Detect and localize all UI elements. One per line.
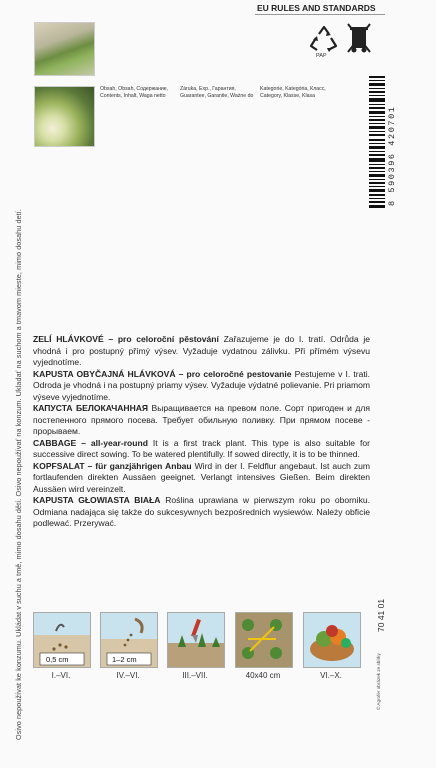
paragraph-ru: КАПУСТА БЕЛОКАЧАННАЯ Выращивается на превом поле. Сорт пригоден и для постепенного прямого посева. Требует обильную поливку. При прямом посеве - прорываем.: [33, 403, 370, 436]
side-warning-text: Osivo nepoužívat ke konzumu. Ukládat v suchu a tmě, mimo dosahu dětí. Osivo nepoužívať na konzum. Ukladať na suchom a tmavom mieste, mimo dosahu detí.: [14, 209, 23, 740]
info-category: Kategorie, Kategória, Класс, Category, Klasse, Klasa: [260, 86, 326, 99]
paragraph-pl: KAPUSTA GŁOWIASTA BIAŁA Roślina uprawiana w pierwszym roku po oborniku. Odmiana nadająca się także do sukcesywnych bezpośrednich wysiewów. Należy obficie podlewać. Przerywać.: [33, 495, 370, 528]
brand-credit: © Agrofer obrázek ze sbírky: [376, 653, 381, 710]
product-code: 70 41 01: [376, 598, 386, 632]
sowing-depth-measure: 0,5 cm: [46, 655, 69, 664]
barcode-number: 8 590396 420701: [387, 105, 397, 206]
eu-standards-label: EU RULES AND STANDARDS: [257, 3, 376, 13]
trash-bin-icon: [345, 22, 373, 54]
paragraph-cz: ZELÍ HLÁVKOVÉ – pro celoroční pěstování Zařazujeme je do I. tratí. Odrůda je vhodná i pro postupný přímý výsev. Vyžaduje vydatnou zálivku. Při přímém výsevu vyjednotíme.: [33, 334, 370, 367]
paragraph-en: CABBAGE – all-year-round It is a first track plant. This type is also suitable for successive direct sowing. To be watered plentifully. If sowed directly, it is to be thinned.: [33, 437, 370, 459]
cabbage-cut-photo: [34, 86, 95, 147]
spacing-label: 40x40 cm: [245, 671, 281, 680]
barcode: [369, 76, 385, 208]
planting-period-label: III.–VII.: [182, 671, 208, 680]
info-contents: Obsah, Obsah, Содержание, Contents, Inhalt, Waga netto: [100, 86, 169, 99]
plant-spacing-icon: [235, 612, 293, 668]
sowing-period2-label: IV.–VI.: [116, 671, 140, 680]
pap-label: PAP: [316, 53, 327, 59]
description-text: [33, 334, 370, 530]
harvest-period-label: VI.–X.: [320, 671, 342, 680]
seed-spacing-measure: 1–2 cm: [112, 655, 137, 664]
paragraph-de: KOPFSALAT – für ganzjährigen Anbau Wird in der I. Feldflur angebaut. Ist auch zum fortlaufenden direkten Aussäen geeignet. Verlangt intensives Gießen. Beim direkten Aussäen wird vereinzelt.: [33, 460, 370, 494]
info-guarantee: Záruka, Exp., Гарантия, Guarantee, Garantie, Ważne do: [180, 86, 254, 99]
planting-icon: [167, 612, 225, 668]
cabbage-field-photo: [34, 22, 95, 76]
harvest-icon: [303, 612, 361, 668]
header-divider: [255, 14, 385, 15]
paragraph-sk: KAPUSTA OBYČAJNÁ HLÁVKOVÁ – pro celoročné pestovanie Pestujeme v I. trati. Odroda je vhodná i na postupný priamy výsev. Vyžaduje výdatné polievanie. Pri priamom výseve vyjednotíme.: [33, 368, 370, 402]
sowing-period-label: I.–VI.: [51, 671, 71, 680]
